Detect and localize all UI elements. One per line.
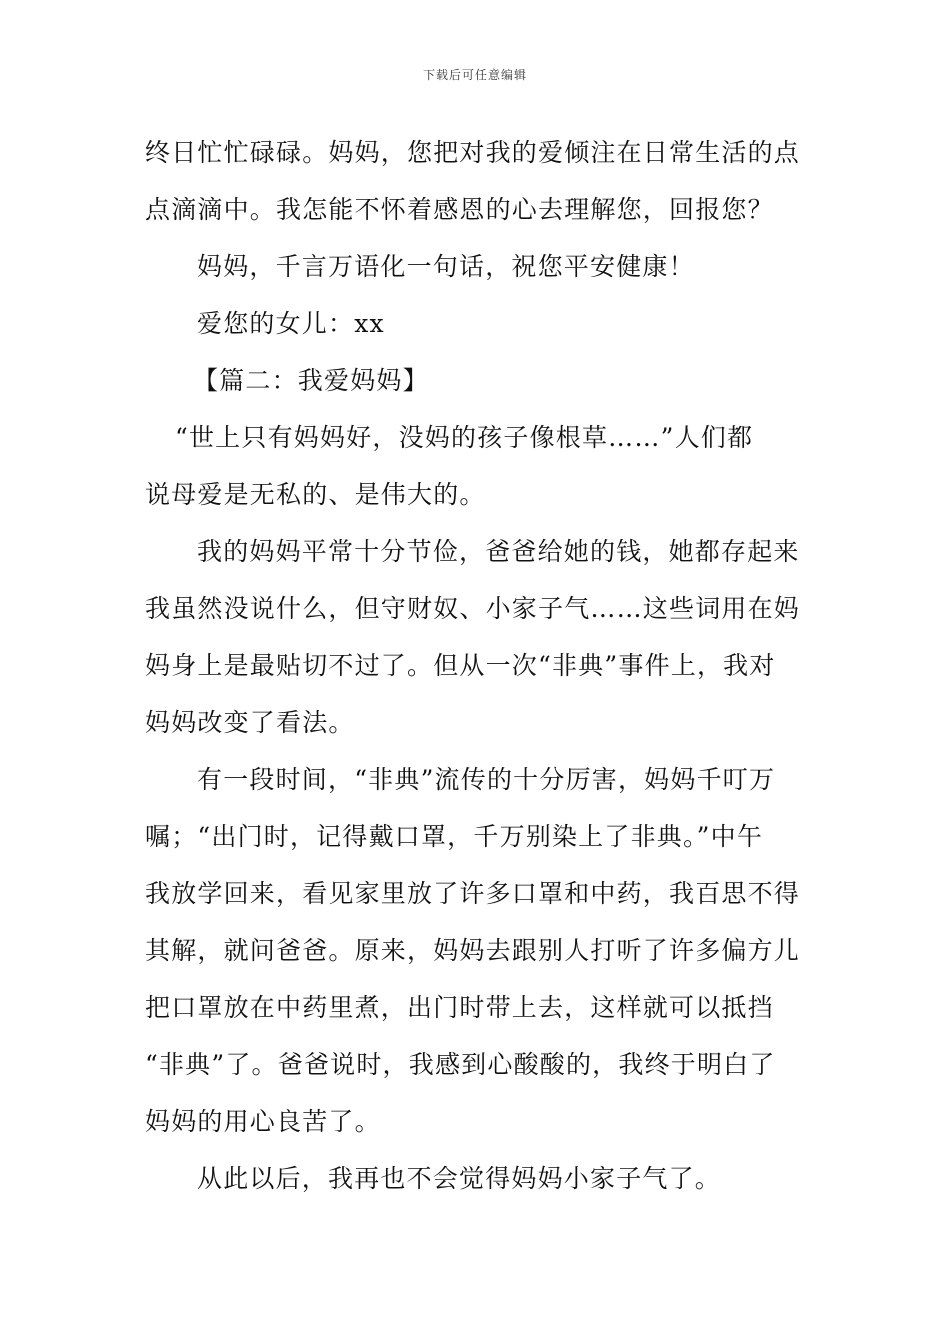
paragraph	[145, 1150, 811, 1207]
text-line: 终日忙忙碌碌。妈妈，您把对我的爱倾注在日常生活的点	[145, 138, 801, 167]
paragraph	[145, 295, 811, 352]
text-line: 说母爱是无私的、是伟大的。	[145, 480, 486, 509]
paragraph	[145, 409, 811, 523]
paragraph	[145, 523, 811, 751]
text-line: 我放学回来，看见家里放了许多口罩和中药，我百思不得	[145, 879, 801, 908]
text-line: 我虽然没说什么，但守财奴、小家子气……这些词用在妈	[145, 594, 801, 623]
section-title: 【篇二：我爱妈妈】	[193, 366, 429, 395]
header-note: 下载后可任意编辑	[422, 68, 527, 82]
text-line: 从此以后，我再也不会觉得妈妈小家子气了。	[197, 1164, 722, 1193]
text-line: 有一段时间，“非典”流传的十分厉害，妈妈千叮万	[197, 765, 776, 794]
text-line: 嘱；“出门时，记得戴口罩，千万别染上了非典。”中午	[145, 822, 764, 851]
text-line: 我的妈妈平常十分节俭，爸爸给她的钱，她都存起来	[197, 537, 800, 566]
text-line: 妈妈改变了看法。	[145, 708, 355, 737]
text-line: “非典”了。爸爸说时，我感到心酸酸的，我终于明白了	[145, 1050, 776, 1079]
signature-line: 爱您的女儿：xx	[197, 309, 385, 338]
text-line: 妈身上是最贴切不过了。但从一次“非典”事件上，我对	[145, 651, 776, 680]
text-line: 妈妈，千言万语化一句话，祝您平安健康！	[197, 252, 695, 281]
paragraph	[145, 124, 811, 238]
paragraph	[145, 751, 811, 1150]
text-line: 点滴滴中。我怎能不怀着感恩的心去理解您，回报您？	[145, 195, 774, 224]
section-heading	[145, 352, 811, 409]
text-line: 其解，就问爸爸。原来，妈妈去跟别人打听了许多偏方儿	[145, 936, 801, 965]
document-body	[145, 124, 811, 1207]
text-line: “世上只有妈妈好，没妈的孩子像根草……”人们都	[175, 423, 754, 452]
text-line: 妈妈的用心良苦了。	[145, 1107, 381, 1136]
text-line: 把口罩放在中药里煮，出门时带上去，这样就可以抵挡	[145, 993, 774, 1022]
paragraph	[145, 238, 811, 295]
